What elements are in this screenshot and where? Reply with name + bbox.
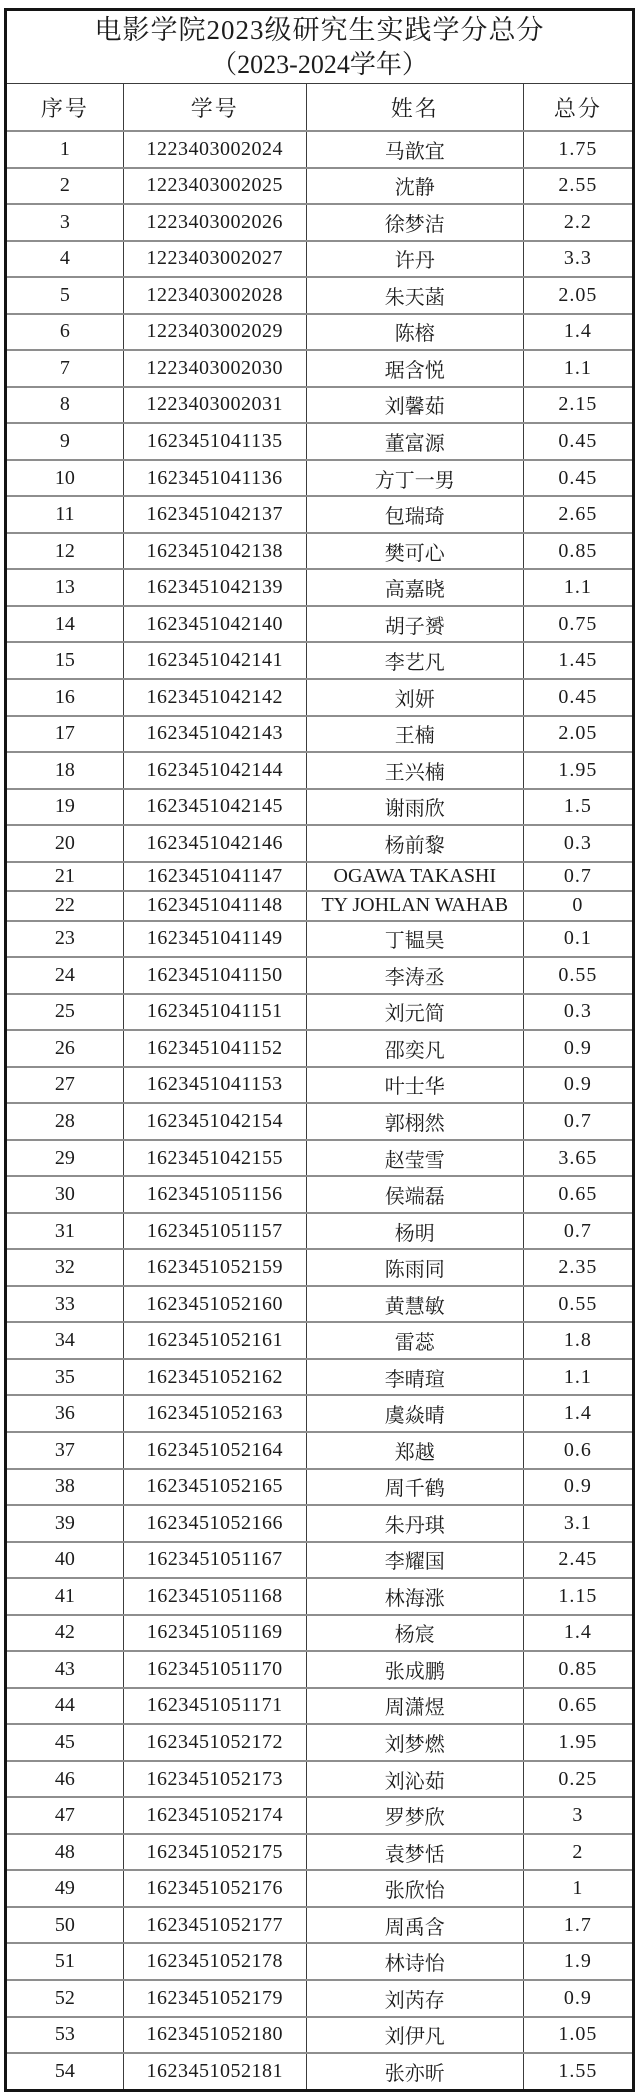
cell-name: 陈雨同 bbox=[306, 1249, 523, 1286]
cell-index: 22 bbox=[7, 891, 123, 920]
cell-index: 24 bbox=[7, 957, 123, 994]
cell-name: 林海涨 bbox=[306, 1578, 523, 1615]
cell-index: 52 bbox=[7, 1980, 123, 2017]
cell-score: 0.6 bbox=[523, 1432, 632, 1469]
table-row bbox=[7, 1140, 632, 1177]
cell-name: 赵莹雪 bbox=[306, 1140, 523, 1177]
cell-student-id: 1623451052159 bbox=[123, 1249, 306, 1286]
cell-name: 胡子赟 bbox=[306, 606, 523, 643]
table-row bbox=[7, 277, 632, 314]
cell-score: 0.45 bbox=[523, 423, 632, 460]
cell-name: 周千鹤 bbox=[306, 1469, 523, 1506]
table-row bbox=[7, 606, 632, 643]
cell-student-id: 1623451052174 bbox=[123, 1797, 306, 1834]
cell-score: 1.5 bbox=[523, 789, 632, 826]
cell-index: 25 bbox=[7, 994, 123, 1031]
cell-student-id: 1623451042155 bbox=[123, 1140, 306, 1177]
cell-index: 16 bbox=[7, 679, 123, 716]
table-row bbox=[7, 891, 632, 920]
cell-score: 0.65 bbox=[523, 1688, 632, 1725]
cell-name: 谢雨欣 bbox=[306, 789, 523, 826]
table-row bbox=[7, 1980, 632, 2017]
cell-student-id: 1623451042144 bbox=[123, 752, 306, 789]
cell-index: 17 bbox=[7, 716, 123, 753]
cell-student-id: 1623451051168 bbox=[123, 1578, 306, 1615]
table-header bbox=[7, 84, 632, 131]
cell-student-id: 1223403002030 bbox=[123, 350, 306, 387]
cell-score: 2.2 bbox=[523, 204, 632, 241]
cell-score: 2.05 bbox=[523, 277, 632, 314]
cell-student-id: 1623451051157 bbox=[123, 1213, 306, 1250]
table-row bbox=[7, 957, 632, 994]
cell-index: 3 bbox=[7, 204, 123, 241]
cell-name: 刘馨茹 bbox=[306, 387, 523, 424]
cell-student-id: 1623451042139 bbox=[123, 569, 306, 606]
cell-index: 50 bbox=[7, 1907, 123, 1944]
cell-score: 0.45 bbox=[523, 460, 632, 497]
table-row bbox=[7, 1432, 632, 1469]
cell-student-id: 1623451042154 bbox=[123, 1103, 306, 1140]
table-row bbox=[7, 1067, 632, 1104]
cell-student-id: 1623451042137 bbox=[123, 496, 306, 533]
cell-index: 33 bbox=[7, 1286, 123, 1323]
cell-student-id: 1623451042146 bbox=[123, 825, 306, 862]
cell-score: 0.25 bbox=[523, 1761, 632, 1798]
cell-index: 35 bbox=[7, 1359, 123, 1396]
col-header-index: 序号 bbox=[7, 84, 123, 131]
cell-score: 1.9 bbox=[523, 1943, 632, 1980]
cell-student-id: 1623451041153 bbox=[123, 1067, 306, 1104]
table-row bbox=[7, 496, 632, 533]
cell-score: 0.9 bbox=[523, 1469, 632, 1506]
table-row bbox=[7, 1797, 632, 1834]
table-row bbox=[7, 533, 632, 570]
cell-name: 周潇煜 bbox=[306, 1688, 523, 1725]
cell-student-id: 1623451041148 bbox=[123, 891, 306, 920]
cell-name: 侯端磊 bbox=[306, 1176, 523, 1213]
cell-name: 刘芮存 bbox=[306, 1980, 523, 2017]
cell-score: 3 bbox=[523, 1797, 632, 1834]
cell-name: 李涛丞 bbox=[306, 957, 523, 994]
cell-index: 20 bbox=[7, 825, 123, 862]
table-row bbox=[7, 921, 632, 958]
cell-student-id: 1623451052162 bbox=[123, 1359, 306, 1396]
cell-index: 10 bbox=[7, 460, 123, 497]
cell-student-id: 1623451052160 bbox=[123, 1286, 306, 1323]
cell-score: 1.15 bbox=[523, 1578, 632, 1615]
cell-name: 刘梦燃 bbox=[306, 1724, 523, 1761]
table-row bbox=[7, 350, 632, 387]
cell-score: 2.45 bbox=[523, 1542, 632, 1579]
cell-index: 53 bbox=[7, 2017, 123, 2054]
document-title-line2: （2023-2024学年） bbox=[211, 49, 428, 79]
cell-index: 14 bbox=[7, 606, 123, 643]
table-row bbox=[7, 1213, 632, 1250]
cell-student-id: 1623451052173 bbox=[123, 1761, 306, 1798]
cell-index: 49 bbox=[7, 1870, 123, 1907]
cell-score: 0.85 bbox=[523, 1651, 632, 1688]
cell-index: 40 bbox=[7, 1542, 123, 1579]
cell-index: 29 bbox=[7, 1140, 123, 1177]
cell-student-id: 1223403002027 bbox=[123, 241, 306, 278]
table-row bbox=[7, 1030, 632, 1067]
document-title-line1: 电影学院2023级研究生实践学分总分 bbox=[94, 14, 545, 45]
table-row bbox=[7, 1103, 632, 1140]
cell-name: 王兴楠 bbox=[306, 752, 523, 789]
cell-name: 张欣怡 bbox=[306, 1870, 523, 1907]
cell-index: 47 bbox=[7, 1797, 123, 1834]
cell-name: 琚含悦 bbox=[306, 350, 523, 387]
cell-name: 陈榕 bbox=[306, 314, 523, 351]
credits-sheet bbox=[4, 8, 635, 2092]
table-row bbox=[7, 994, 632, 1031]
table-row bbox=[7, 1322, 632, 1359]
table-row bbox=[7, 1761, 632, 1798]
cell-index: 39 bbox=[7, 1505, 123, 1542]
cell-index: 19 bbox=[7, 789, 123, 826]
cell-student-id: 1623451041136 bbox=[123, 460, 306, 497]
table-row bbox=[7, 1943, 632, 1980]
cell-student-id: 1623451041147 bbox=[123, 862, 306, 891]
cell-student-id: 1623451041150 bbox=[123, 957, 306, 994]
table-row bbox=[7, 1907, 632, 1944]
cell-student-id: 1623451052179 bbox=[123, 1980, 306, 2017]
cell-student-id: 1623451052177 bbox=[123, 1907, 306, 1944]
cell-score: 3.65 bbox=[523, 1140, 632, 1177]
cell-score: 1.4 bbox=[523, 314, 632, 351]
cell-student-id: 1623451051156 bbox=[123, 1176, 306, 1213]
cell-name: 叶士华 bbox=[306, 1067, 523, 1104]
cell-score: 1.05 bbox=[523, 2017, 632, 2054]
cell-name: 雷蕊 bbox=[306, 1322, 523, 1359]
cell-score: 3.3 bbox=[523, 241, 632, 278]
cell-index: 36 bbox=[7, 1395, 123, 1432]
cell-name: 杨宸 bbox=[306, 1615, 523, 1652]
cell-student-id: 1223403002031 bbox=[123, 387, 306, 424]
cell-student-id: 1623451052175 bbox=[123, 1834, 306, 1871]
table-row bbox=[7, 1176, 632, 1213]
table-row bbox=[7, 1249, 632, 1286]
cell-index: 43 bbox=[7, 1651, 123, 1688]
cell-index: 38 bbox=[7, 1469, 123, 1506]
cell-student-id: 1623451052181 bbox=[123, 2053, 306, 2089]
table-row bbox=[7, 1724, 632, 1761]
cell-index: 5 bbox=[7, 277, 123, 314]
cell-student-id: 1223403002025 bbox=[123, 168, 306, 205]
cell-name: 罗梦欣 bbox=[306, 1797, 523, 1834]
table-row bbox=[7, 131, 632, 168]
cell-index: 6 bbox=[7, 314, 123, 351]
cell-index: 21 bbox=[7, 862, 123, 891]
cell-score: 1.7 bbox=[523, 1907, 632, 1944]
cell-name: OGAWA TAKASHI bbox=[306, 862, 523, 891]
cell-student-id: 1623451042143 bbox=[123, 716, 306, 753]
table-row bbox=[7, 241, 632, 278]
cell-student-id: 1223403002026 bbox=[123, 204, 306, 241]
table-header-row bbox=[7, 84, 632, 131]
cell-score: 0.9 bbox=[523, 1030, 632, 1067]
cell-score: 2.55 bbox=[523, 168, 632, 205]
table-row bbox=[7, 1542, 632, 1579]
cell-index: 28 bbox=[7, 1103, 123, 1140]
cell-index: 51 bbox=[7, 1943, 123, 1980]
cell-name: 李晴瑄 bbox=[306, 1359, 523, 1396]
cell-student-id: 1623451052172 bbox=[123, 1724, 306, 1761]
col-header-name: 姓名 bbox=[306, 84, 523, 131]
table-row bbox=[7, 1834, 632, 1871]
cell-index: 23 bbox=[7, 921, 123, 958]
cell-student-id: 1623451052176 bbox=[123, 1870, 306, 1907]
cell-index: 15 bbox=[7, 642, 123, 679]
table-row bbox=[7, 642, 632, 679]
cell-name: 樊可心 bbox=[306, 533, 523, 570]
cell-score: 0.65 bbox=[523, 1176, 632, 1213]
cell-score: 3.1 bbox=[523, 1505, 632, 1542]
cell-index: 2 bbox=[7, 168, 123, 205]
cell-name: 郑越 bbox=[306, 1432, 523, 1469]
cell-student-id: 1623451041135 bbox=[123, 423, 306, 460]
cell-score: 1.8 bbox=[523, 1322, 632, 1359]
table-row bbox=[7, 825, 632, 862]
table-row bbox=[7, 168, 632, 205]
cell-index: 4 bbox=[7, 241, 123, 278]
cell-score: 1.75 bbox=[523, 131, 632, 168]
cell-score: 2.35 bbox=[523, 1249, 632, 1286]
cell-student-id: 1623451041151 bbox=[123, 994, 306, 1031]
cell-student-id: 1623451042142 bbox=[123, 679, 306, 716]
cell-name: 包瑞琦 bbox=[306, 496, 523, 533]
cell-index: 34 bbox=[7, 1322, 123, 1359]
cell-student-id: 1623451041149 bbox=[123, 921, 306, 958]
cell-student-id: 1623451041152 bbox=[123, 1030, 306, 1067]
cell-name: 朱丹琪 bbox=[306, 1505, 523, 1542]
cell-score: 1.4 bbox=[523, 1615, 632, 1652]
cell-student-id: 1623451052163 bbox=[123, 1395, 306, 1432]
cell-name: 刘沁茹 bbox=[306, 1761, 523, 1798]
cell-name: 刘妍 bbox=[306, 679, 523, 716]
cell-name: 郭栩然 bbox=[306, 1103, 523, 1140]
cell-index: 30 bbox=[7, 1176, 123, 1213]
cell-score: 2.05 bbox=[523, 716, 632, 753]
cell-name: 董富源 bbox=[306, 423, 523, 460]
cell-student-id: 1623451051169 bbox=[123, 1615, 306, 1652]
cell-score: 0.75 bbox=[523, 606, 632, 643]
table-row bbox=[7, 1578, 632, 1615]
cell-name: 李耀国 bbox=[306, 1542, 523, 1579]
cell-index: 1 bbox=[7, 131, 123, 168]
cell-score: 0.7 bbox=[523, 1103, 632, 1140]
table-row bbox=[7, 1505, 632, 1542]
cell-score: 0.9 bbox=[523, 1980, 632, 2017]
cell-score: 0.7 bbox=[523, 1213, 632, 1250]
cell-name: 马歆宜 bbox=[306, 131, 523, 168]
cell-student-id: 1623451042140 bbox=[123, 606, 306, 643]
table-row bbox=[7, 1615, 632, 1652]
document-title bbox=[7, 11, 632, 84]
cell-student-id: 1623451042138 bbox=[123, 533, 306, 570]
cell-score: 0.9 bbox=[523, 1067, 632, 1104]
cell-index: 32 bbox=[7, 1249, 123, 1286]
cell-name: 许丹 bbox=[306, 241, 523, 278]
cell-student-id: 1623451051171 bbox=[123, 1688, 306, 1725]
cell-index: 41 bbox=[7, 1578, 123, 1615]
cell-index: 42 bbox=[7, 1615, 123, 1652]
cell-name: 王楠 bbox=[306, 716, 523, 753]
cell-score: 2.15 bbox=[523, 387, 632, 424]
cell-student-id: 1623451052180 bbox=[123, 2017, 306, 2054]
cell-index: 31 bbox=[7, 1213, 123, 1250]
cell-index: 26 bbox=[7, 1030, 123, 1067]
cell-name: 张亦昕 bbox=[306, 2053, 523, 2089]
cell-student-id: 1223403002028 bbox=[123, 277, 306, 314]
cell-score: 1.4 bbox=[523, 1395, 632, 1432]
cell-name: 杨前黎 bbox=[306, 825, 523, 862]
cell-student-id: 1623451052164 bbox=[123, 1432, 306, 1469]
cell-index: 27 bbox=[7, 1067, 123, 1104]
cell-index: 48 bbox=[7, 1834, 123, 1871]
cell-student-id: 1623451052178 bbox=[123, 1943, 306, 1980]
table-row bbox=[7, 679, 632, 716]
table-row bbox=[7, 460, 632, 497]
cell-score: 1.55 bbox=[523, 2053, 632, 2089]
cell-name: 袁梦恬 bbox=[306, 1834, 523, 1871]
cell-name: 朱天菡 bbox=[306, 277, 523, 314]
cell-score: 0.3 bbox=[523, 994, 632, 1031]
cell-index: 7 bbox=[7, 350, 123, 387]
cell-name: 杨明 bbox=[306, 1213, 523, 1250]
table-row bbox=[7, 423, 632, 460]
cell-index: 8 bbox=[7, 387, 123, 424]
cell-name: 丁韫昊 bbox=[306, 921, 523, 958]
cell-index: 45 bbox=[7, 1724, 123, 1761]
cell-score: 0.7 bbox=[523, 862, 632, 891]
cell-name: 刘伊凡 bbox=[306, 2017, 523, 2054]
cell-score: 0.85 bbox=[523, 533, 632, 570]
col-header-student-id: 学号 bbox=[123, 84, 306, 131]
cell-name: 徐梦洁 bbox=[306, 204, 523, 241]
practice-credits-table bbox=[7, 84, 632, 2089]
cell-score: 1.1 bbox=[523, 350, 632, 387]
cell-score: 2 bbox=[523, 1834, 632, 1871]
cell-index: 12 bbox=[7, 533, 123, 570]
cell-score: 1.95 bbox=[523, 752, 632, 789]
cell-index: 46 bbox=[7, 1761, 123, 1798]
cell-name: 方丁一男 bbox=[306, 460, 523, 497]
cell-index: 54 bbox=[7, 2053, 123, 2089]
table-row bbox=[7, 752, 632, 789]
cell-index: 18 bbox=[7, 752, 123, 789]
cell-score: 0 bbox=[523, 891, 632, 920]
col-header-score: 总分 bbox=[523, 84, 632, 131]
table-row bbox=[7, 2017, 632, 2054]
cell-score: 1 bbox=[523, 1870, 632, 1907]
cell-name: 高嘉晓 bbox=[306, 569, 523, 606]
cell-score: 0.55 bbox=[523, 1286, 632, 1323]
table-row bbox=[7, 716, 632, 753]
table-row bbox=[7, 1469, 632, 1506]
cell-student-id: 1223403002029 bbox=[123, 314, 306, 351]
cell-score: 1.1 bbox=[523, 569, 632, 606]
cell-name: 林诗怡 bbox=[306, 1943, 523, 1980]
table-row bbox=[7, 1870, 632, 1907]
table-row bbox=[7, 1286, 632, 1323]
cell-name: 邵奕凡 bbox=[306, 1030, 523, 1067]
table-row bbox=[7, 1359, 632, 1396]
table-row bbox=[7, 2053, 632, 2089]
cell-name: 沈静 bbox=[306, 168, 523, 205]
cell-score: 1.1 bbox=[523, 1359, 632, 1396]
table-row bbox=[7, 862, 632, 891]
cell-student-id: 1623451042141 bbox=[123, 642, 306, 679]
table-row bbox=[7, 314, 632, 351]
cell-student-id: 1623451042145 bbox=[123, 789, 306, 826]
cell-score: 2.65 bbox=[523, 496, 632, 533]
cell-index: 13 bbox=[7, 569, 123, 606]
table-row bbox=[7, 204, 632, 241]
table-row bbox=[7, 569, 632, 606]
cell-index: 37 bbox=[7, 1432, 123, 1469]
cell-score: 0.1 bbox=[523, 921, 632, 958]
cell-index: 11 bbox=[7, 496, 123, 533]
table-row bbox=[7, 1688, 632, 1725]
cell-score: 1.45 bbox=[523, 642, 632, 679]
cell-name: 李艺凡 bbox=[306, 642, 523, 679]
cell-student-id: 1623451052165 bbox=[123, 1469, 306, 1506]
cell-name: 虞焱晴 bbox=[306, 1395, 523, 1432]
cell-student-id: 1623451052161 bbox=[123, 1322, 306, 1359]
cell-index: 9 bbox=[7, 423, 123, 460]
cell-student-id: 1623451051167 bbox=[123, 1542, 306, 1579]
table-row bbox=[7, 1651, 632, 1688]
table-body bbox=[7, 131, 632, 2089]
cell-score: 0.45 bbox=[523, 679, 632, 716]
table-row bbox=[7, 387, 632, 424]
cell-name: TY JOHLAN WAHAB bbox=[306, 891, 523, 920]
cell-index: 44 bbox=[7, 1688, 123, 1725]
table-row bbox=[7, 789, 632, 826]
cell-name: 黄慧敏 bbox=[306, 1286, 523, 1323]
cell-name: 张成鹏 bbox=[306, 1651, 523, 1688]
cell-student-id: 1623451052166 bbox=[123, 1505, 306, 1542]
cell-name: 周禹含 bbox=[306, 1907, 523, 1944]
table-row bbox=[7, 1395, 632, 1432]
cell-score: 1.95 bbox=[523, 1724, 632, 1761]
cell-score: 0.3 bbox=[523, 825, 632, 862]
cell-score: 0.55 bbox=[523, 957, 632, 994]
cell-student-id: 1623451051170 bbox=[123, 1651, 306, 1688]
cell-student-id: 1223403002024 bbox=[123, 131, 306, 168]
cell-name: 刘元简 bbox=[306, 994, 523, 1031]
